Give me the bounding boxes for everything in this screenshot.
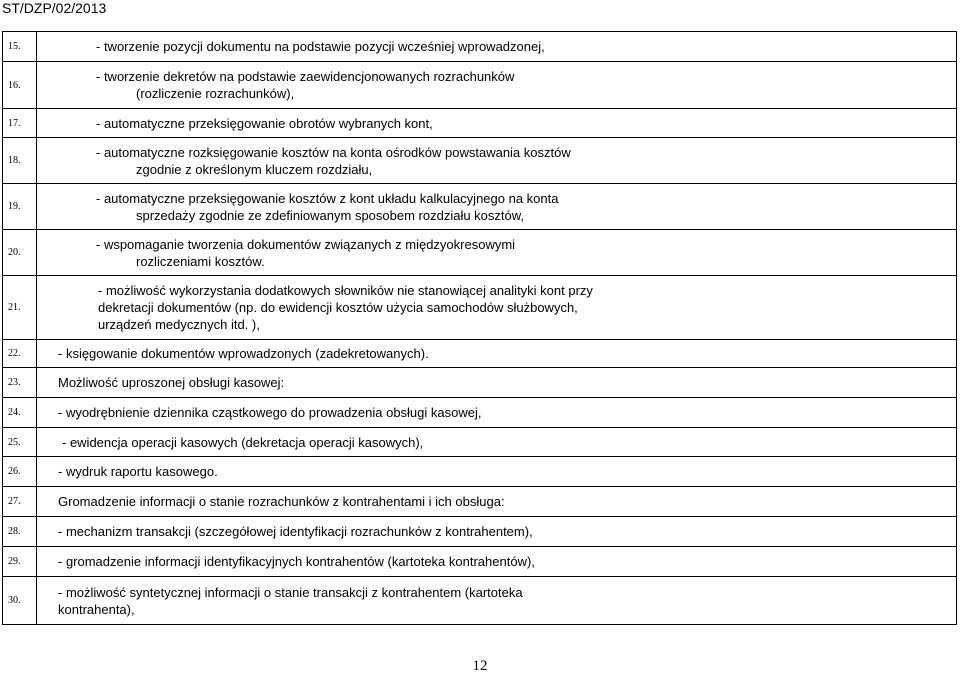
table-row xyxy=(3,276,957,340)
row-number: 28. xyxy=(3,517,37,547)
document-code: ST/DZP/02/2013 xyxy=(2,0,107,16)
row-text: - tworzenie dekretów na podstawie zaewidencjonowanych rozrachunków (rozliczenie rozrachunków), xyxy=(37,62,957,109)
row-text: Możliwość uproszonej obsługi kasowej: xyxy=(37,368,957,398)
row-text: - wyodrębnienie dziennika cząstkowego do prowadzenia obsługi kasowej, xyxy=(37,398,957,428)
table-row xyxy=(3,428,957,457)
requirements-table xyxy=(2,31,957,625)
table-row xyxy=(3,32,957,62)
table-row xyxy=(3,62,957,109)
table-row xyxy=(3,457,957,487)
row-number: 29. xyxy=(3,547,37,577)
table-row xyxy=(3,577,957,625)
row-number: 23. xyxy=(3,368,37,398)
row-number: 22. xyxy=(3,340,37,368)
row-text: - ewidencja operacji kasowych (dekretacja operacji kasowych), xyxy=(37,428,957,457)
row-number: 16. xyxy=(3,62,37,109)
table-row xyxy=(3,109,957,138)
row-number: 30. xyxy=(3,577,37,625)
row-text: Gromadzenie informacji o stanie rozrachunków z kontrahentami i ich obsługa: xyxy=(37,487,957,517)
table-row xyxy=(3,517,957,547)
row-number: 26. xyxy=(3,457,37,487)
row-number: 24. xyxy=(3,398,37,428)
row-text: - tworzenie pozycji dokumentu na podstawie pozycji wcześniej wprowadzonej, xyxy=(37,32,957,62)
row-number: 21. xyxy=(3,276,37,340)
table-row xyxy=(3,138,957,184)
row-text: - wydruk raportu kasowego. xyxy=(37,457,957,487)
row-text: - automatyczne przeksięgowanie kosztów z kont układu kalkulacyjnego na konta sprzedaży zgodnie ze zdefiniowanym sposobem rozdziału kosztów, xyxy=(37,184,957,230)
table-row xyxy=(3,230,957,276)
row-number: 17. xyxy=(3,109,37,138)
row-text: - gromadzenie informacji identyfikacyjnych kontrahentów (kartoteka kontrahentów), xyxy=(37,547,957,577)
row-text: - wspomaganie tworzenia dokumentów związanych z międzyokresowymi rozliczeniami kosztów. xyxy=(37,230,957,276)
row-number: 19. xyxy=(3,184,37,230)
row-text: - automatyczne rozksięgowanie kosztów na konta ośrodków powstawania kosztów zgodnie z określonym kluczem rozdziału, xyxy=(37,138,957,184)
table-row xyxy=(3,368,957,398)
row-text: - mechanizm transakcji (szczegółowej identyfikacji rozrachunków z kontrahentem), xyxy=(37,517,957,547)
row-number: 18. xyxy=(3,138,37,184)
table-row xyxy=(3,184,957,230)
table-row xyxy=(3,547,957,577)
table-row xyxy=(3,340,957,368)
row-text: - możliwość wykorzystania dodatkowych słowników nie stanowiącej analityki kont przy dekretacji dokumentów (np. do ewidencji kosztów użycia samochodów służbowych, urządzeń medycznych itd. ), xyxy=(37,276,957,340)
row-text: - możliwość syntetycznej informacji o stanie transakcji z kontrahentem (kartoteka kontrahenta), xyxy=(37,577,957,625)
row-number: 20. xyxy=(3,230,37,276)
table-row xyxy=(3,487,957,517)
row-number: 15. xyxy=(3,32,37,62)
row-text: - automatyczne przeksięgowanie obrotów wybranych kont, xyxy=(37,109,957,138)
row-number: 25. xyxy=(3,428,37,457)
row-number: 27. xyxy=(3,487,37,517)
page-number: 12 xyxy=(472,658,488,674)
row-text: - księgowanie dokumentów wprowadzonych (zadekretowanych). xyxy=(37,340,957,368)
table-row xyxy=(3,398,957,428)
